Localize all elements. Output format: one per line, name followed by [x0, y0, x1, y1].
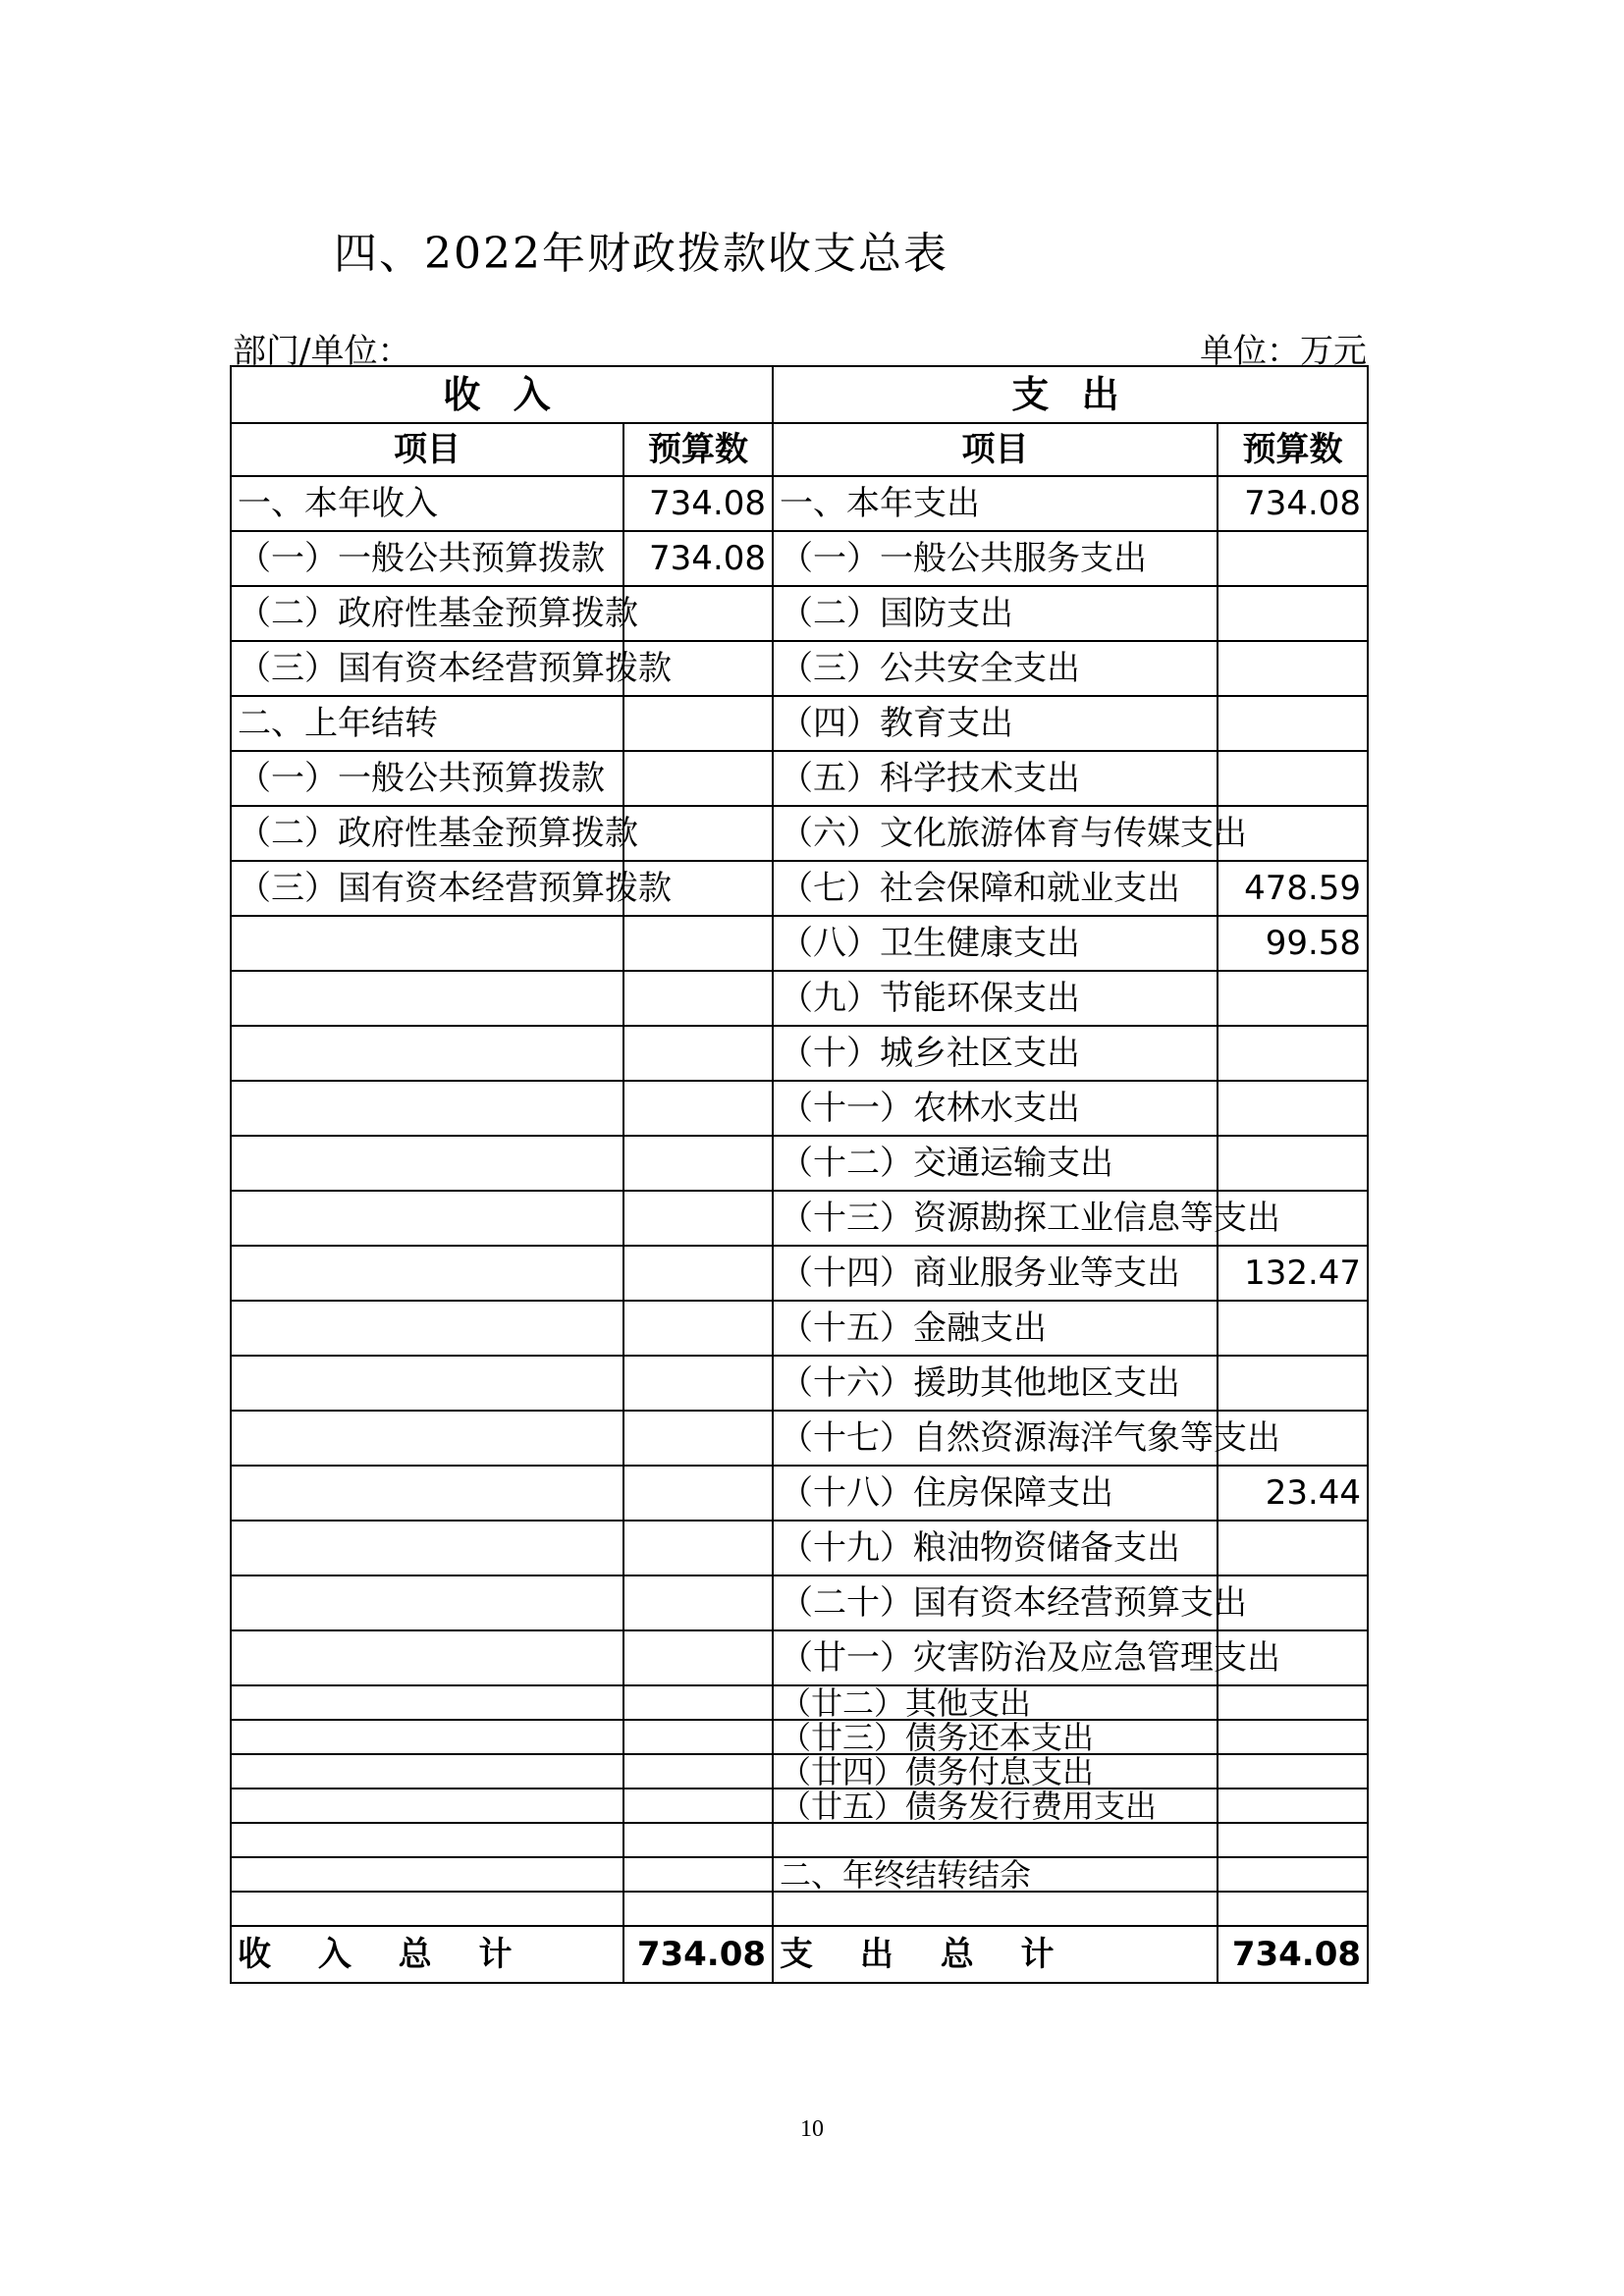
table-row [231, 641, 1368, 696]
expense-item-cell: （一）一般公共服务支出 [773, 531, 1218, 586]
totals-row [231, 1926, 1368, 1983]
table-row [231, 1630, 1368, 1685]
income-item-cell: 二、上年结转 [231, 696, 623, 751]
expense-item-cell [773, 1892, 1218, 1926]
expense-item-cell: 一、本年支出 [773, 476, 1218, 531]
income-item-cell [231, 1720, 623, 1754]
expense-value-cell [1218, 1081, 1368, 1136]
income-item-cell [231, 1857, 623, 1892]
income-total-value: 734.08 [623, 1926, 773, 1983]
income-item-cell [231, 1630, 623, 1685]
income-value-cell [623, 1246, 773, 1301]
table-row [231, 1892, 1368, 1926]
income-value-cell [623, 1892, 773, 1926]
income-value-cell [623, 1720, 773, 1754]
table-row [231, 1246, 1368, 1301]
department-label: 部门/单位： [233, 332, 411, 371]
income-item-cell [231, 1789, 623, 1823]
income-item-header: 项目 [231, 423, 623, 476]
income-item-cell: （二）政府性基金预算拨款 [231, 586, 623, 641]
expense-value-cell [1218, 1521, 1368, 1575]
expense-item-cell [773, 1823, 1218, 1857]
table-row [231, 1857, 1368, 1892]
table-row [231, 1823, 1368, 1857]
expense-item-cell: 二、年终结转结余 [773, 1857, 1218, 1892]
income-value-cell [623, 1685, 773, 1720]
income-item-cell [231, 1191, 623, 1246]
table-row [231, 1136, 1368, 1191]
income-value-cell [623, 1026, 773, 1081]
income-value-cell [623, 586, 773, 641]
section-header-row [231, 366, 1368, 423]
table-row [231, 1356, 1368, 1411]
income-item-cell [231, 1823, 623, 1857]
income-value-cell [623, 1136, 773, 1191]
expense-item-cell: （十）城乡社区支出 [773, 1026, 1218, 1081]
income-value-cell [623, 1356, 773, 1411]
table-row [231, 586, 1368, 641]
expense-value-cell: 99.58 [1218, 916, 1368, 971]
income-value-cell [623, 1789, 773, 1823]
income-item-cell [231, 1754, 623, 1789]
income-item-cell [231, 1246, 623, 1301]
income-value-cell: 734.08 [623, 531, 773, 586]
income-value-cell [623, 751, 773, 806]
income-header: 收 入 [231, 366, 773, 423]
expense-value-cell [1218, 1789, 1368, 1823]
expense-value-cell [1218, 1823, 1368, 1857]
expense-item-cell: （四）教育支出 [773, 696, 1218, 751]
expense-value-cell [1218, 1754, 1368, 1789]
expense-item-cell: （八）卫生健康支出 [773, 916, 1218, 971]
expense-item-cell: （廿五）债务发行费用支出 [773, 1789, 1218, 1823]
expense-total-value: 734.08 [1218, 1926, 1368, 1983]
table-row [231, 1521, 1368, 1575]
expense-item-cell: （十九）粮油物资储备支出 [773, 1521, 1218, 1575]
page-number: 10 [800, 2116, 824, 2142]
expense-item-cell: （廿二）其他支出 [773, 1685, 1218, 1720]
income-item-cell: 一、本年收入 [231, 476, 623, 531]
expense-value-cell [1218, 1026, 1368, 1081]
expense-item-cell: （廿四）债务付息支出 [773, 1754, 1218, 1789]
expense-header: 支 出 [773, 366, 1368, 423]
income-value-cell [623, 1823, 773, 1857]
page-title: 四、2022年财政拨款收支总表 [334, 229, 948, 279]
expense-value-cell [1218, 1892, 1368, 1926]
table-row [231, 1411, 1368, 1466]
expense-item-cell: （二）国防支出 [773, 586, 1218, 641]
income-item-cell [231, 971, 623, 1026]
expense-value-cell [1218, 1136, 1368, 1191]
expense-value-cell [1218, 696, 1368, 751]
table-row [231, 696, 1368, 751]
expense-item-cell: （十四）商业服务业等支出 [773, 1246, 1218, 1301]
income-budget-header: 预算数 [623, 423, 773, 476]
table-row [231, 1575, 1368, 1630]
income-value-cell [623, 916, 773, 971]
table-row [231, 1301, 1368, 1356]
income-value-cell [623, 1081, 773, 1136]
income-value-cell [623, 1466, 773, 1521]
table-row [231, 1191, 1368, 1246]
table-row [231, 476, 1368, 531]
income-item-cell [231, 1575, 623, 1630]
expense-total-label: 支 出 总 计 [773, 1926, 1218, 1983]
expense-item-cell: （十八）住房保障支出 [773, 1466, 1218, 1521]
expense-item-cell: （十二）交通运输支出 [773, 1136, 1218, 1191]
income-value-cell [623, 1411, 773, 1466]
income-item-cell [231, 1301, 623, 1356]
expense-budget-header: 预算数 [1218, 423, 1368, 476]
expense-item-cell: （六）文化旅游体育与传媒支出 [773, 806, 1218, 861]
income-item-cell: （三）国有资本经营预算拨款 [231, 861, 623, 916]
income-value-cell: 734.08 [623, 476, 773, 531]
table-row [231, 1685, 1368, 1720]
income-value-cell [623, 1857, 773, 1892]
expense-item-cell: （九）节能环保支出 [773, 971, 1218, 1026]
income-value-cell [623, 1521, 773, 1575]
table-row [231, 806, 1368, 861]
income-item-cell [231, 1136, 623, 1191]
income-value-cell [623, 971, 773, 1026]
expense-item-cell: （十七）自然资源海洋气象等支出 [773, 1411, 1218, 1466]
income-item-cell: （一）一般公共预算拨款 [231, 531, 623, 586]
income-value-cell [623, 696, 773, 751]
expense-item-cell: （五）科学技术支出 [773, 751, 1218, 806]
expense-value-cell [1218, 1857, 1368, 1892]
income-total-label: 收 入 总 计 [231, 1926, 623, 1983]
table-row [231, 1789, 1368, 1823]
income-item-cell [231, 1411, 623, 1466]
table-row [231, 1026, 1368, 1081]
table-row [231, 971, 1368, 1026]
budget-table [230, 365, 1369, 1984]
expense-item-cell: （廿三）债务还本支出 [773, 1720, 1218, 1754]
expense-value-cell [1218, 1720, 1368, 1754]
expense-value-cell [1218, 1301, 1368, 1356]
table-row [231, 1720, 1368, 1754]
expense-value-cell: 132.47 [1218, 1246, 1368, 1301]
expense-item-cell: （十一）农林水支出 [773, 1081, 1218, 1136]
income-value-cell [623, 1301, 773, 1356]
income-value-cell [623, 806, 773, 861]
expense-item-cell: （十三）资源勘探工业信息等支出 [773, 1191, 1218, 1246]
income-value-cell [623, 1630, 773, 1685]
income-item-cell [231, 1081, 623, 1136]
income-item-cell [231, 1685, 623, 1720]
income-value-cell [623, 1575, 773, 1630]
income-item-cell [231, 1356, 623, 1411]
expense-value-cell [1218, 751, 1368, 806]
table-row [231, 751, 1368, 806]
income-value-cell [623, 1754, 773, 1789]
expense-item-cell: （二十）国有资本经营预算支出 [773, 1575, 1218, 1630]
income-value-cell [623, 1191, 773, 1246]
income-item-cell: （三）国有资本经营预算拨款 [231, 641, 623, 696]
expense-value-cell: 478.59 [1218, 861, 1368, 916]
expense-item-cell: （三）公共安全支出 [773, 641, 1218, 696]
income-item-cell: （二）政府性基金预算拨款 [231, 806, 623, 861]
expense-item-header: 项目 [773, 423, 1218, 476]
expense-value-cell [1218, 1685, 1368, 1720]
income-item-cell [231, 1466, 623, 1521]
expense-item-cell: （十五）金融支出 [773, 1301, 1218, 1356]
expense-value-cell: 734.08 [1218, 476, 1368, 531]
table-row [231, 1754, 1368, 1789]
income-item-cell [231, 916, 623, 971]
income-item-cell: （一）一般公共预算拨款 [231, 751, 623, 806]
income-item-cell [231, 1026, 623, 1081]
table-row [231, 916, 1368, 971]
column-header-row [231, 423, 1368, 476]
table-row [231, 531, 1368, 586]
income-item-cell [231, 1521, 623, 1575]
expense-item-cell: （七）社会保障和就业支出 [773, 861, 1218, 916]
table-row [231, 1081, 1368, 1136]
expense-value-cell [1218, 531, 1368, 586]
expense-item-cell: （十六）援助其他地区支出 [773, 1356, 1218, 1411]
expense-value-cell [1218, 1356, 1368, 1411]
unit-label: 单位：万元 [1200, 332, 1367, 371]
expense-value-cell [1218, 971, 1368, 1026]
income-item-cell [231, 1892, 623, 1926]
table-row [231, 1466, 1368, 1521]
table-row [231, 861, 1368, 916]
expense-value-cell: 23.44 [1218, 1466, 1368, 1521]
expense-value-cell [1218, 641, 1368, 696]
expense-value-cell [1218, 586, 1368, 641]
expense-item-cell: （廿一）灾害防治及应急管理支出 [773, 1630, 1218, 1685]
